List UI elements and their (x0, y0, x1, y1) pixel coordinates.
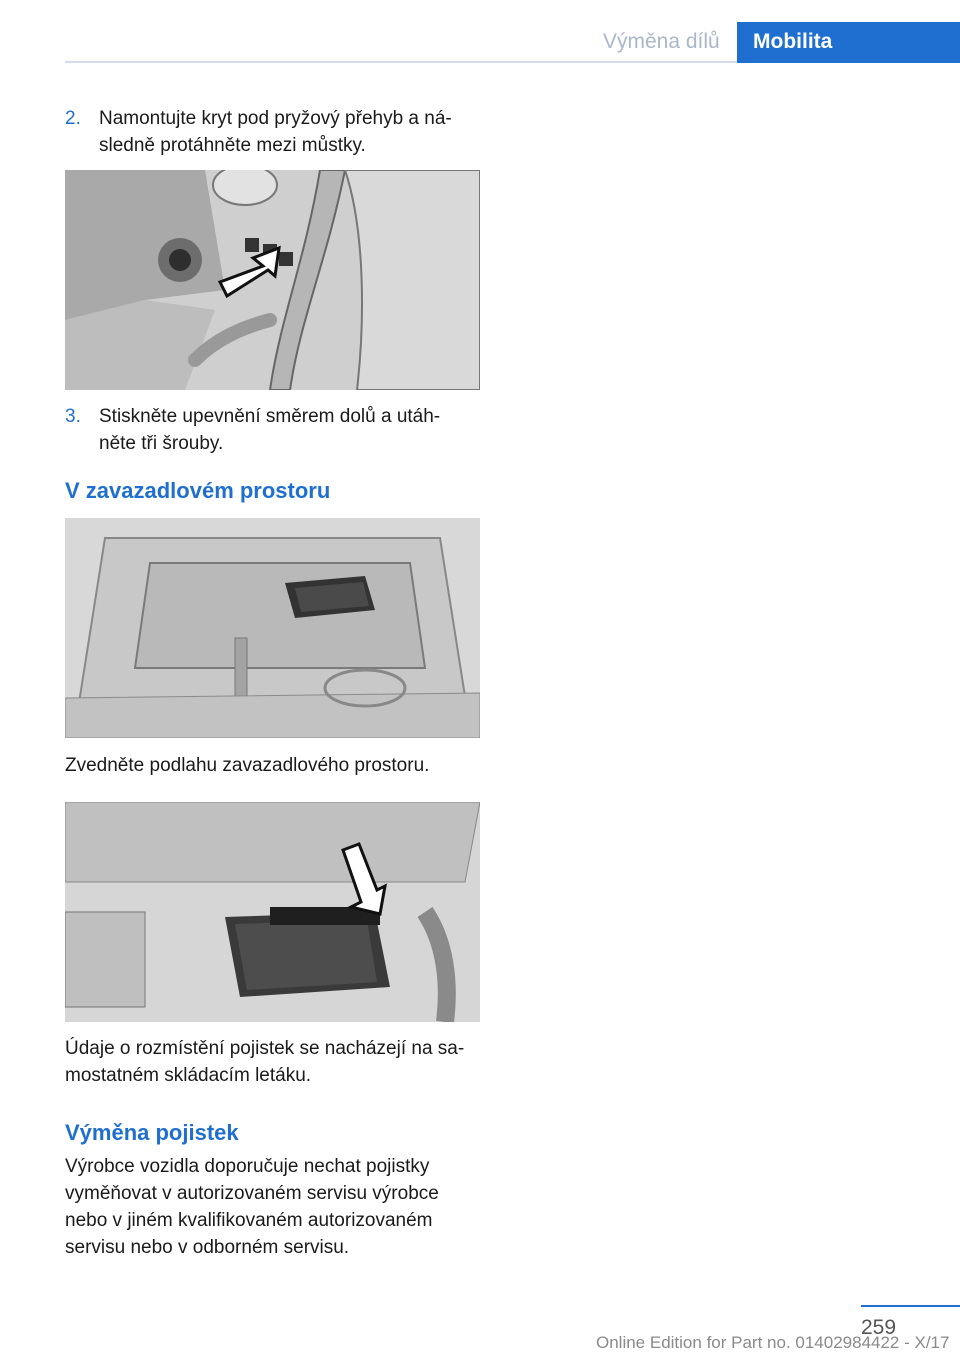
step-text: Stiskněte upevnění směrem dolů a utáh- něte tři šrouby. (99, 406, 441, 454)
fuse-layout-note: Údaje o rozmístění pojistek se nacházejí na sa- mostatném skládacím letáku. (65, 1038, 465, 1086)
step-number: 3. (65, 406, 81, 427)
header-section-title: Výměna dílů (603, 30, 720, 53)
illustration-cover-mount (65, 170, 480, 390)
heading-trunk: V zavazadlovém prostoru (65, 478, 331, 503)
page-number: 259 (861, 1316, 897, 1339)
illustration-fuse-box (65, 802, 480, 1022)
instruction-lift-floor: Zvedněte podlahu zavazadlového prostoru. (65, 755, 430, 776)
step-number: 2. (65, 108, 81, 129)
header-chapter-tab: Mobilita (737, 22, 960, 63)
step-text: Namontujte kryt pod pryžový přehyb a ná- sledně protáhněte mezi můstky. (99, 108, 452, 156)
edition-note: Online Edition for Part no. 01402984422 - X/17 (596, 1333, 950, 1352)
heading-fuses: Výměna pojistek (65, 1120, 239, 1145)
footer-rule (861, 1305, 960, 1307)
illustration-trunk-floor (65, 518, 480, 738)
fuse-service-text: Výrobce vozidla doporučuje nechat pojistky vyměňovat v autorizovaném servisu výrobce nebo v jiném kvalifikovaném autorizovaném servisu nebo v odborném servisu. (65, 1156, 439, 1258)
